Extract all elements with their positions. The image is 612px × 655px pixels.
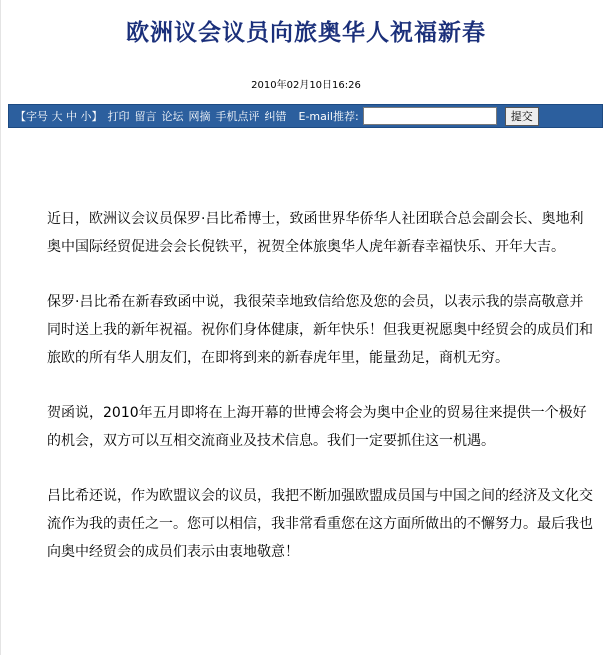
article-paragraph: 保罗·吕比希在新春致函中说，我很荣幸地致信给您及您的会员，以表示我的崇高敬意并同时送上我的新年祝福。祝你们身体健康，新年快乐！但我更祝愿奥中经贸会的成员们和旅欧的所有华人朋友们，在即将到来的新春虎年里，能量劲足，商机无穷。 — [47, 294, 593, 366]
report-error-link[interactable]: 纠错 — [264, 110, 287, 123]
page-title: 欧洲议会议员向旅奥华人祝福新春 — [126, 19, 486, 46]
mobile-review-link[interactable]: 手机点评 — [215, 110, 260, 123]
comment-link[interactable]: 留言 — [134, 110, 157, 123]
article-paragraph: 吕比希还说，作为欧盟议会的议员，我把不断加强欧盟成员国与中国之间的经济及文化交流作为我的责任之一。您可以相信，我非常看重您在这方面所做出的不懈努力。最后我也向奥中经贸会的成员们表示由衷地敬意！ — [47, 488, 593, 560]
publish-date: 2010年02月10日16:26 — [251, 80, 361, 91]
submit-button[interactable]: 提交 — [505, 107, 539, 126]
bookmark-link[interactable]: 网摘 — [188, 110, 211, 123]
email-recommend-label: E-mail推荐: — [298, 110, 359, 123]
email-input[interactable] — [363, 107, 497, 125]
article-paragraph: 近日，欧洲议会议员保罗·吕比希博士，致函世界华侨华人社团联合总会副会长、奥地利奥中国际经贸促进会会长倪铁平，祝贺全体旅奥华人虎年新春幸福快乐、开年大吉。 — [47, 211, 584, 255]
article-toolbar — [8, 104, 603, 128]
print-link[interactable]: 打印 — [107, 110, 130, 123]
forum-link[interactable]: 论坛 — [161, 110, 184, 123]
page-border — [0, 0, 1, 655]
article-body — [47, 205, 595, 593]
font-size-selector[interactable]: 【字号 大 中 小】 — [15, 110, 103, 123]
article-paragraph: 贺函说，2010年五月即将在上海开幕的世博会将会为奥中企业的贸易往来提供一个极好的机会，双方可以互相交流商业及技术信息。我们一定要抓住这一机遇。 — [47, 405, 587, 449]
